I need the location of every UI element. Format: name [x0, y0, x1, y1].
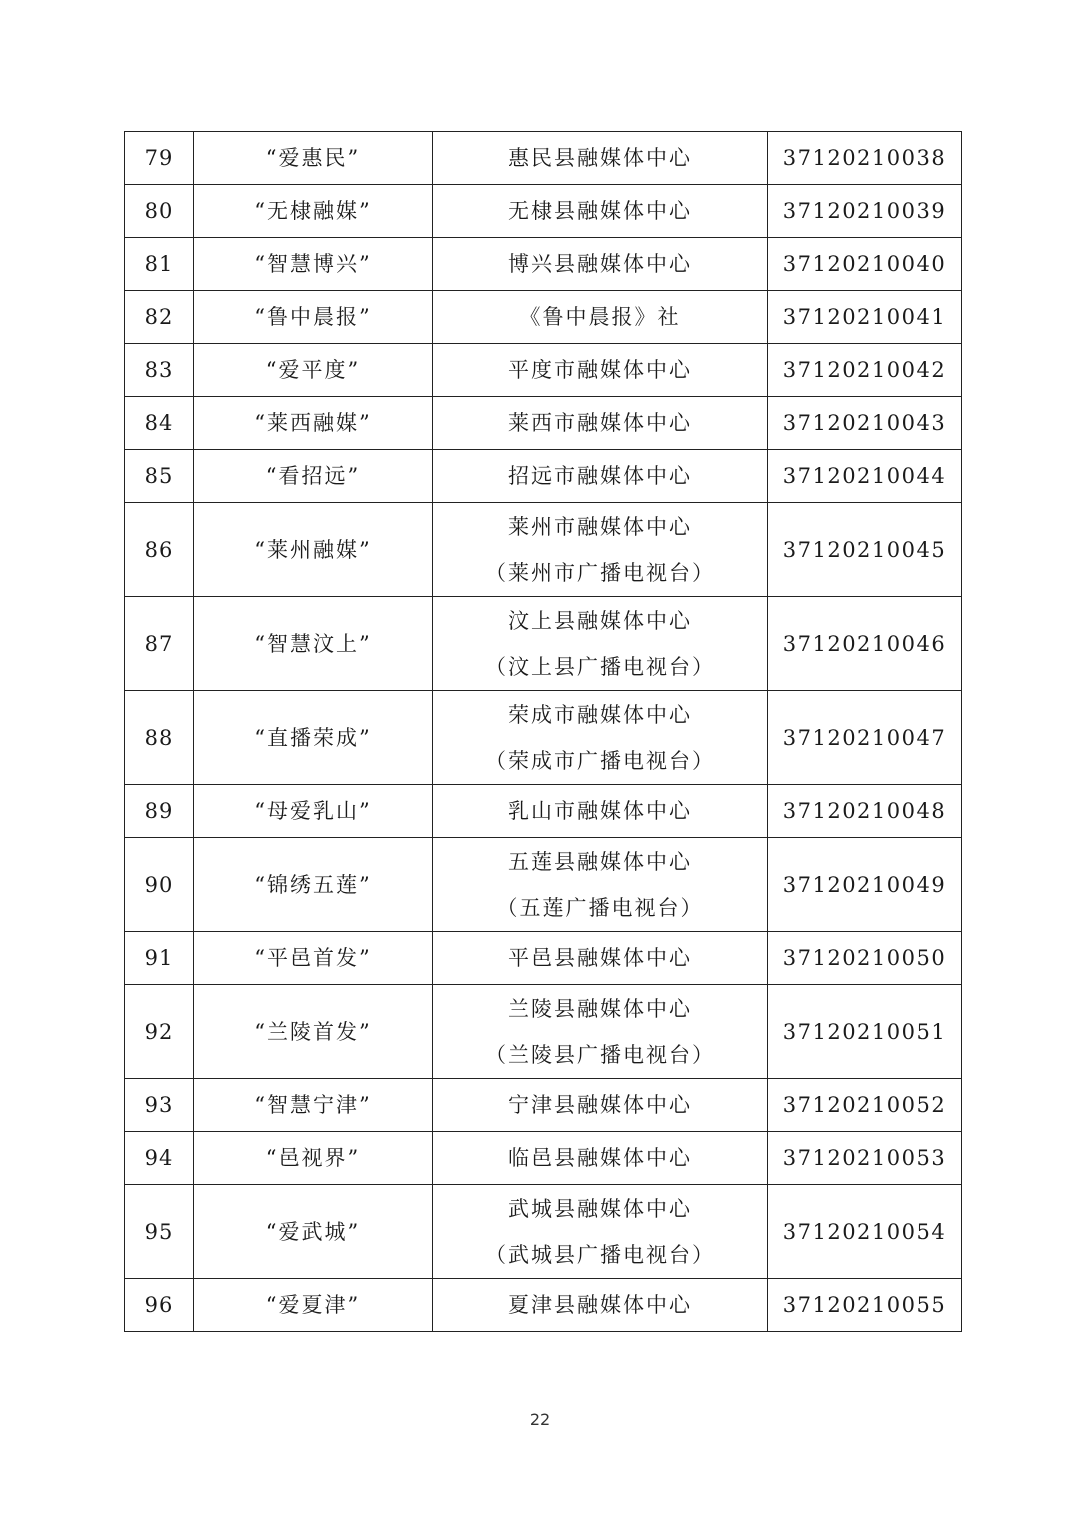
organization-line: 博兴县融媒体中心 [508, 252, 692, 276]
organization-line: 莱西市融媒体中心 [508, 411, 692, 435]
row-number-cell: 92 [125, 985, 194, 1079]
organization-line: （五莲广播电视台） [496, 895, 704, 920]
organization-line: 汶上县融媒体中心 [508, 608, 692, 633]
table-row [125, 1279, 962, 1332]
registration-code-cell: 37120210048 [768, 785, 962, 838]
registration-code-cell: 37120210052 [768, 1079, 962, 1132]
row-number-cell: 90 [125, 838, 194, 932]
row-number-cell: 96 [125, 1279, 194, 1332]
account-name-cell: “无棣融媒” [194, 185, 433, 238]
organization-cell [433, 985, 768, 1079]
account-name-cell: “智慧博兴” [194, 238, 433, 291]
organization-cell [433, 1079, 768, 1132]
account-name-cell: “兰陵首发” [194, 985, 433, 1079]
table-row [125, 132, 962, 185]
account-name-cell: “爱惠民” [194, 132, 433, 185]
registration-code-cell: 37120210039 [768, 185, 962, 238]
registration-code-cell: 37120210050 [768, 932, 962, 985]
organization-cell [433, 1279, 768, 1332]
organization-line: 莱州市融媒体中心 [508, 514, 692, 539]
organization-cell [433, 1132, 768, 1185]
account-name-cell: “莱西融媒” [194, 397, 433, 450]
account-name-cell: “看招远” [194, 450, 433, 503]
registration-code-cell: 37120210041 [768, 291, 962, 344]
organization-cell [433, 344, 768, 397]
table-row [125, 985, 962, 1079]
registration-code-cell: 37120210038 [768, 132, 962, 185]
account-name-cell: “爱夏津” [194, 1279, 433, 1332]
registration-code-cell: 37120210043 [768, 397, 962, 450]
organization-cell [433, 932, 768, 985]
organization-line: 《鲁中晨报》社 [519, 305, 681, 329]
organization-cell [433, 691, 768, 785]
registration-code-cell: 37120210053 [768, 1132, 962, 1185]
table-row [125, 1185, 962, 1279]
organization-cell [433, 597, 768, 691]
page-number: 22 [529, 1410, 551, 1429]
row-number-cell: 88 [125, 691, 194, 785]
table-row [125, 932, 962, 985]
organization-line: （莱州市广播电视台） [485, 560, 715, 585]
account-name-cell: “邑视界” [194, 1132, 433, 1185]
account-name-cell: “母爱乳山” [194, 785, 433, 838]
registration-code-cell: 37120210046 [768, 597, 962, 691]
organization-cell [433, 185, 768, 238]
table-row [125, 344, 962, 397]
organization-line: 平度市融媒体中心 [508, 358, 692, 382]
row-number-cell: 82 [125, 291, 194, 344]
organization-cell [433, 397, 768, 450]
organization-cell [433, 785, 768, 838]
row-number-cell: 83 [125, 344, 194, 397]
registration-code-cell: 37120210042 [768, 344, 962, 397]
organization-cell [433, 450, 768, 503]
organization-line: （荣成市广播电视台） [485, 748, 715, 773]
table-row [125, 238, 962, 291]
organization-cell [433, 1185, 768, 1279]
organization-line: 武城县融媒体中心 [508, 1196, 692, 1221]
account-name-cell: “莱州融媒” [194, 503, 433, 597]
table-row [125, 838, 962, 932]
table-body [125, 132, 962, 1332]
account-name-cell: “平邑首发” [194, 932, 433, 985]
organization-line: （汶上县广播电视台） [485, 654, 715, 679]
row-number-cell: 85 [125, 450, 194, 503]
table-row [125, 503, 962, 597]
organization-cell [433, 132, 768, 185]
registration-code-cell: 37120210040 [768, 238, 962, 291]
row-number-cell: 86 [125, 503, 194, 597]
account-name-cell: “智慧汶上” [194, 597, 433, 691]
table-row [125, 691, 962, 785]
table-row [125, 597, 962, 691]
row-number-cell: 87 [125, 597, 194, 691]
table-row [125, 785, 962, 838]
row-number-cell: 81 [125, 238, 194, 291]
registration-code-cell: 37120210055 [768, 1279, 962, 1332]
account-name-cell: “鲁中晨报” [194, 291, 433, 344]
organization-line: 兰陵县融媒体中心 [508, 996, 692, 1021]
organization-line: 惠民县融媒体中心 [508, 146, 692, 170]
organization-line: 无棣县融媒体中心 [508, 199, 692, 223]
table-row [125, 291, 962, 344]
registration-code-cell: 37120210054 [768, 1185, 962, 1279]
organization-line: 招远市融媒体中心 [508, 464, 692, 488]
table-row [125, 185, 962, 238]
organization-line: 夏津县融媒体中心 [508, 1293, 692, 1317]
organization-line: 临邑县融媒体中心 [508, 1146, 692, 1170]
account-name-cell: “智慧宁津” [194, 1079, 433, 1132]
table-row [125, 1079, 962, 1132]
organization-line: （武城县广播电视台） [485, 1242, 715, 1267]
organization-line: 平邑县融媒体中心 [508, 946, 692, 970]
row-number-cell: 89 [125, 785, 194, 838]
table-row [125, 450, 962, 503]
organization-cell [433, 238, 768, 291]
row-number-cell: 95 [125, 1185, 194, 1279]
organization-cell [433, 838, 768, 932]
table-row [125, 1132, 962, 1185]
registration-code-cell: 37120210051 [768, 985, 962, 1079]
row-number-cell: 93 [125, 1079, 194, 1132]
account-name-cell: “爱武城” [194, 1185, 433, 1279]
registration-code-cell: 37120210047 [768, 691, 962, 785]
registration-code-cell: 37120210045 [768, 503, 962, 597]
organization-cell [433, 503, 768, 597]
organization-line: 乳山市融媒体中心 [508, 799, 692, 823]
registration-code-cell: 37120210044 [768, 450, 962, 503]
organization-cell [433, 291, 768, 344]
organization-line: 荣成市融媒体中心 [508, 702, 692, 727]
registration-code-cell: 37120210049 [768, 838, 962, 932]
row-number-cell: 91 [125, 932, 194, 985]
account-name-cell: “锦绣五莲” [194, 838, 433, 932]
row-number-cell: 84 [125, 397, 194, 450]
row-number-cell: 79 [125, 132, 194, 185]
organization-line: 五莲县融媒体中心 [508, 849, 692, 874]
organization-line: （兰陵县广播电视台） [485, 1042, 715, 1067]
account-name-cell: “爱平度” [194, 344, 433, 397]
row-number-cell: 80 [125, 185, 194, 238]
row-number-cell: 94 [125, 1132, 194, 1185]
table-row [125, 397, 962, 450]
registry-table [124, 131, 962, 1332]
organization-line: 宁津县融媒体中心 [508, 1093, 692, 1117]
account-name-cell: “直播荣成” [194, 691, 433, 785]
